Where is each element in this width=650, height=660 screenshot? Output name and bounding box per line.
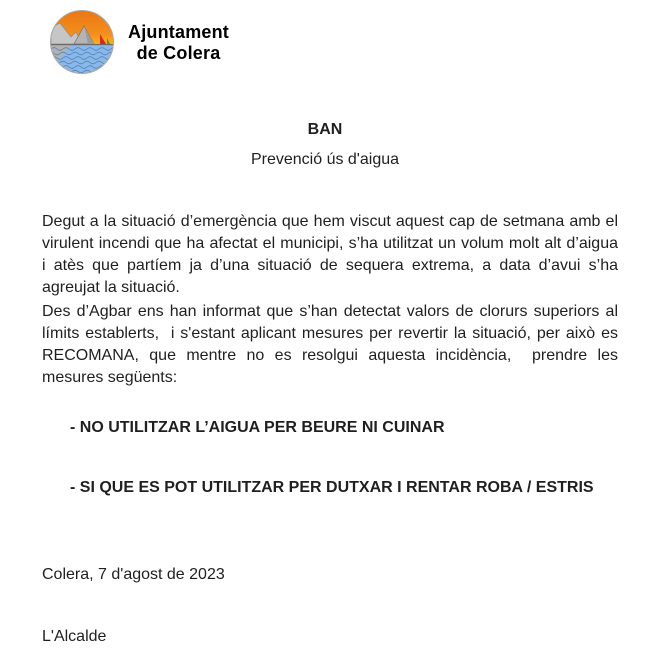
org-name-line1: Ajuntament xyxy=(128,22,229,42)
paragraph-situation xyxy=(42,211,618,299)
org-name xyxy=(128,22,229,64)
measure-bullet-no-drink: - NO UTILITZAR L’AIGUA PER BEURE NI CUINAR xyxy=(70,419,445,436)
text-line: virulent incendi que ha afectat el municipi, s’ha utilitzat un volum molt alt d’aigua xyxy=(42,235,618,252)
text-line: límits establerts, i s'estant aplicant mesures per revertir la situació, per això es xyxy=(42,325,618,342)
text-line: mesures següents: xyxy=(42,369,178,386)
header xyxy=(50,10,229,74)
measure-bullet-shower-ok: - SI QUE ES POT UTILITZAR PER DUTXAR I RENTAR ROBA / ESTRIS xyxy=(70,479,594,496)
text-line: RECOMANA, que mentre no es resolgui aquesta incidència, prendre les xyxy=(42,347,618,364)
colera-coat-of-arms-icon xyxy=(50,10,114,74)
logo-landscape-icon xyxy=(51,11,114,74)
document-title: BAN xyxy=(307,121,343,138)
document-subtitle: Prevenció ús d'aigua xyxy=(250,151,400,168)
text-line: Degut a la situació d’emergència que hem viscut aquest cap de setmana amb el xyxy=(42,213,618,230)
text-line: agreujat la situació. xyxy=(42,279,180,296)
signature-title: L'Alcalde xyxy=(42,628,107,645)
org-name-line2: de Colera xyxy=(136,43,221,63)
text-line: Des d’Agbar ens han informat que s’han detectat valors de clorurs superiors al xyxy=(42,303,618,320)
paragraph-recommendation xyxy=(42,301,618,389)
text-line: i atès que partíem ja d’una situació de sequera extrema, a data d’avui s’ha xyxy=(42,257,618,274)
place-date-line: Colera, 7 d'agost de 2023 xyxy=(42,566,225,583)
